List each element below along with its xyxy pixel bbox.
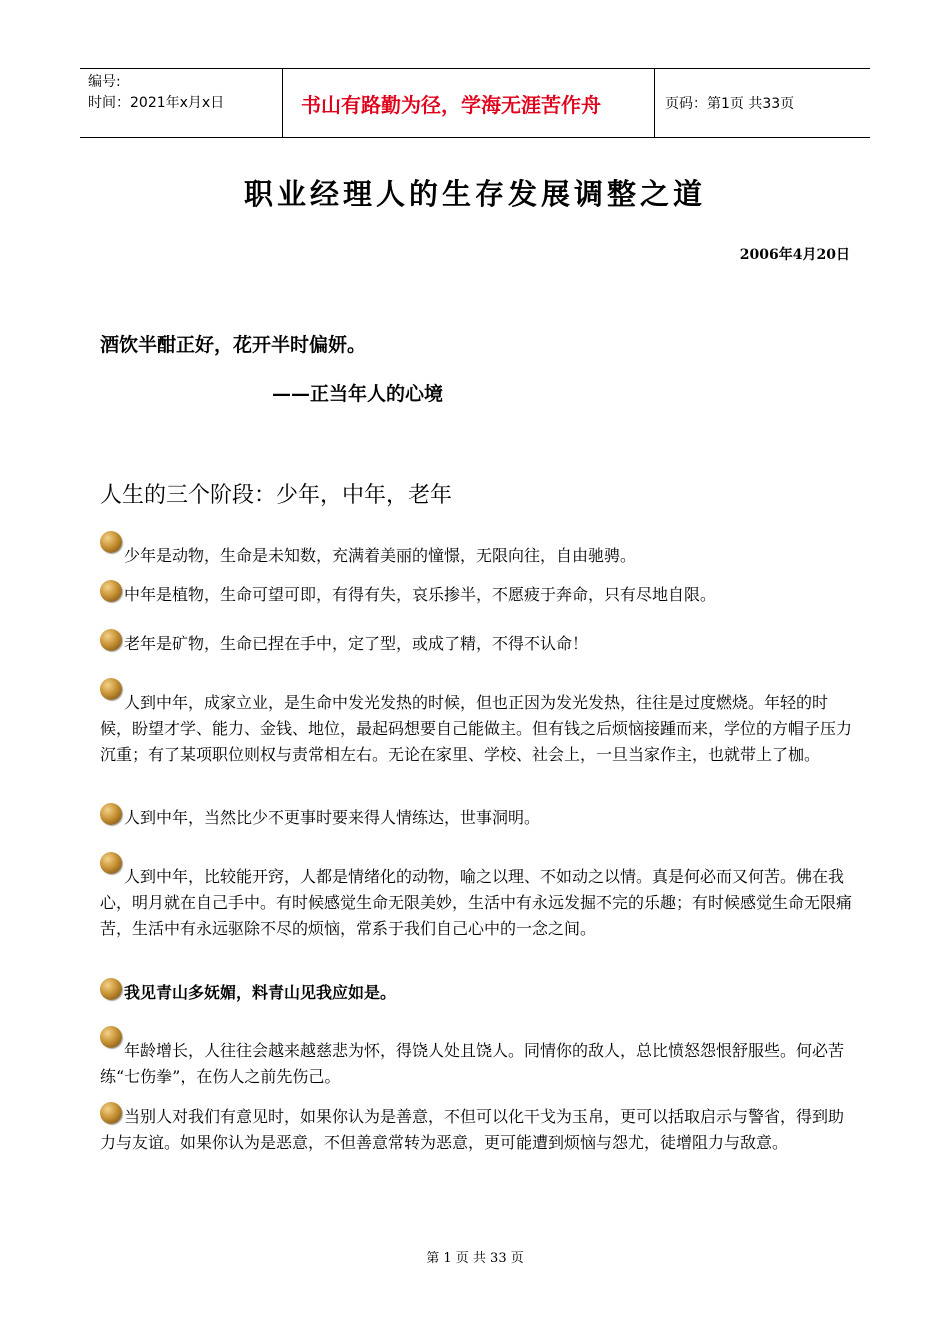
number-label: 编号: [88,74,121,90]
list-item-text: 少年是动物，生命是未知数，充满着美丽的憧憬，无限向往，自由驰骋。 [124,546,637,565]
list-item [100,531,852,569]
gold-bullet-icon [100,580,122,602]
list-item-text: 人到中年，当然比少不更事时要来得人情练达，世事洞明。 [124,808,541,827]
list-item-text: 年龄增长，人往往会越来越慈悲为怀，得饶人处且饶人。同情你的敌人，总比愤怒怨恨舒服些。何必苦练“七伤拳”，在伤人之前先伤己。 [100,1041,845,1086]
list-item-text: 人到中年，成家立业，是生命中发光发热的时候，但也正因为发光发热，往往是过度燃烧。年轻的时候，盼望才学、能力、金钱、地位，最起码想要自己能做主。但有钱之后烦恼接踵而来，学位的方帽子压力沉重；有了某项职位则权与责常相左右。无论在家里、学校、社会上，一旦当家作主，也就带上了枷。 [100,693,853,764]
page-footer: 第 1 页 共 33 页 [426,1251,524,1266]
page-info-text: 页码：第1页 共33页 [665,96,795,112]
list-item [100,629,852,657]
header-table [80,68,870,138]
motto-cell [282,69,655,137]
document-title: 职业经理人的生存发展调整之道 [243,177,706,211]
list-item [100,803,852,831]
list-item [100,678,852,768]
gold-bullet-icon [100,629,122,651]
gold-bullet-icon [100,978,122,1000]
gold-bullet-icon [100,678,122,700]
list-item [100,978,852,1006]
gold-bullet-icon [100,803,122,825]
list-item [100,852,852,942]
list-item-text: 老年是矿物，生命已捏在手中，定了型，或成了精，不得不认命！ [124,634,589,653]
section-heading: 人生的三个阶段：少年，中年，老年 [100,483,453,508]
list-item [100,1026,852,1090]
motto-text: 书山有路勤为径，学海无涯苦作舟 [301,92,601,117]
list-item-text: 人到中年，比较能开窍，人都是情绪化的动物，喻之以理、不如动之以情。真是何必而又何苦。佛在我心，明月就在自己手中。有时候感觉生命无限美妙，生活中有永远发掘不完的乐趣；有时候感觉生命无限痛苦，生活中有永远驱除不尽的烦恼，常系于我们自己心中的一念之间。 [100,867,853,938]
list-item-text: 我见青山多妩媚，料青山见我应如是。 [124,983,397,1002]
gold-bullet-icon [100,531,122,553]
list-item-text: 中年是植物，生命可望可即，有得有失，哀乐掺半，不愿疲于奔命，只有尽地自限。 [124,585,717,604]
header-meta-cell [80,69,282,137]
document-date: 2006年4月20日 [739,247,850,263]
list-item [100,1102,852,1156]
quote-attribution: ——正当年人的心境 [272,383,444,405]
gold-bullet-icon [100,1026,122,1048]
page-info-cell [655,69,870,137]
list-item-text: 当别人对我们有意见时，如果你认为是善意，不但可以化干戈为玉帛，更可以括取启示与警省，得到助力与友谊。如果你认为是恶意，不但善意常转为恶意，更可能遭到烦恼与怨尤，徒增阻力与敌意。 [100,1107,845,1152]
gold-bullet-icon [100,1102,122,1124]
time-label: 时间：2021年x月x日 [88,95,225,111]
quote-line: 酒饮半酣正好，花开半时偏妍。 [100,334,367,356]
gold-bullet-icon [100,852,122,874]
list-item [100,580,852,608]
